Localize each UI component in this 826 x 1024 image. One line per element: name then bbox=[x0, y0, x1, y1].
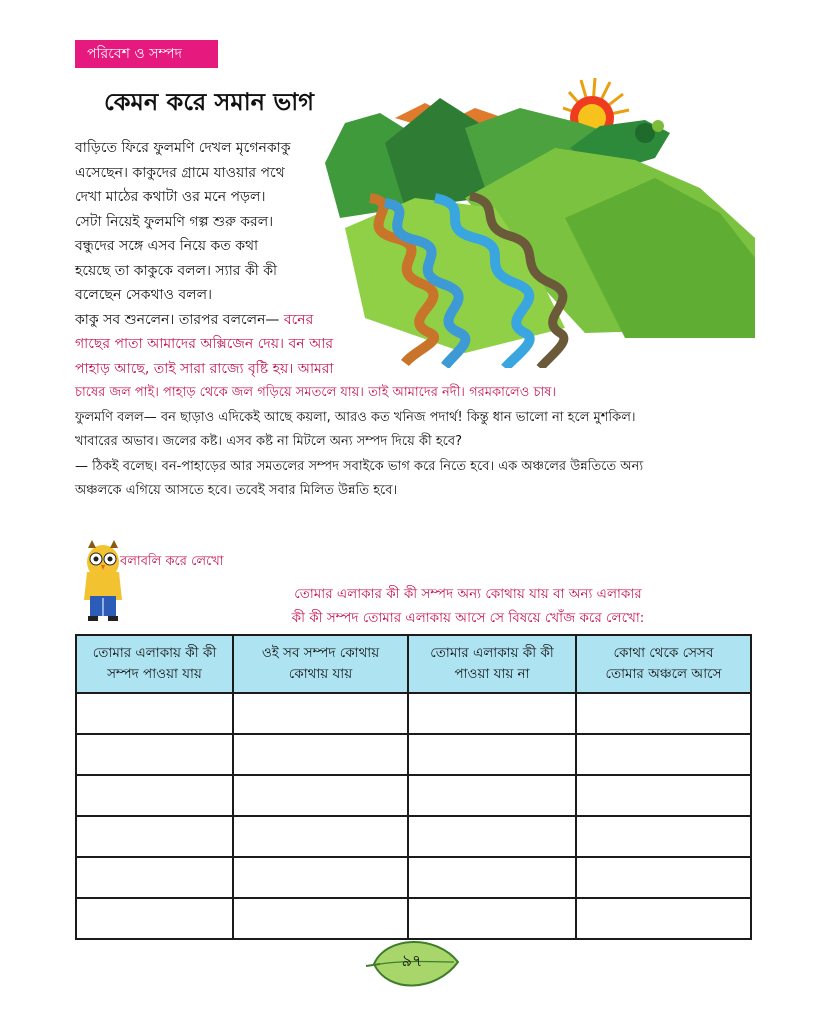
story-line: বন্ধুদের সঙ্গে এসব নিয়ে কত কথা bbox=[75, 238, 259, 254]
header-line: পাওয়া যায় না bbox=[454, 666, 530, 682]
answer-cell[interactable] bbox=[408, 693, 576, 734]
answer-cell[interactable] bbox=[408, 734, 576, 775]
lesson-title: কেমন করে সমান ভাগ bbox=[104, 88, 314, 116]
header-line: কোথা থেকে সেসব bbox=[613, 645, 714, 661]
header-line: তোমার এলাকায় কী কী bbox=[430, 645, 554, 661]
answer-cell[interactable] bbox=[233, 816, 408, 857]
column-header bbox=[233, 635, 408, 693]
answer-cell[interactable] bbox=[576, 898, 751, 939]
story-line: এসেছেন। কাকুদের গ্রামে যাওয়ার পথে bbox=[75, 164, 285, 181]
fulmoni-reply: খাবারের অভাব। জলের কষ্ট। এসব কষ্ট না মিটলে অন্য সম্পদ দিয়ে কী হবে? bbox=[75, 434, 463, 449]
answer-cell[interactable] bbox=[576, 857, 751, 898]
kaku-speech: পাহাড় আছে, তাই সারা রাজ্যে বৃষ্টি হয়। আমরা bbox=[75, 360, 334, 377]
kaku-answer: অঞ্চলকে এগিয়ে আসতে হবে। তবেই সবার মিলিত উন্নতি হবে। bbox=[75, 483, 398, 498]
kaku-answer: — ঠিকই বলেছ। বন-পাহাড়ের আর সমতলের সম্পদ সবাইকে ভাগ করে নিতে হবে। এক অঞ্চলের উন্নতিতে অন্য bbox=[75, 458, 644, 474]
column-header bbox=[408, 635, 576, 693]
kaku-speech: বনের bbox=[283, 311, 314, 328]
activity-label: বলাবলি করে লেখো bbox=[120, 554, 224, 569]
answer-cell[interactable] bbox=[576, 693, 751, 734]
answer-cell[interactable] bbox=[76, 857, 233, 898]
header-line: কোথায় যায় bbox=[288, 666, 353, 682]
answer-cell[interactable] bbox=[233, 775, 408, 816]
table-row bbox=[76, 857, 751, 898]
answer-cell[interactable] bbox=[233, 734, 408, 775]
fulmoni-reply: ফুলমণি বলল— বন ছাড়াও এদিকেই আছে কয়লা, আরও কত খনিজ পদার্থ! কিন্তু ধান ভালো না হলে মুশকিল। bbox=[75, 409, 636, 425]
answer-cell[interactable] bbox=[76, 816, 233, 857]
prompt-line: তোমার এলাকার কী কী সম্পদ অন্য কোথায় যায় বা অন্য এলাকার bbox=[294, 586, 642, 602]
story-line: বলেছেন সেকথাও বলল। bbox=[75, 287, 213, 303]
answer-cell[interactable] bbox=[576, 816, 751, 857]
column-header bbox=[576, 635, 751, 693]
kaku-speech: গাছের পাতা আমাদের অক্সিজেন দেয়। বন আর bbox=[75, 336, 334, 352]
mountains-river-sun-illustration bbox=[325, 78, 755, 368]
header-line: তোমার অঞ্চলে আসে bbox=[605, 666, 722, 682]
header-line: তোমার এলাকায় কী কী bbox=[92, 645, 217, 661]
activity-prompt bbox=[208, 582, 728, 630]
header-line: সম্পদ পাওয়া যায় bbox=[107, 666, 202, 682]
kaku-intro: কাকু সব শুনলেন। তারপর বললেন— bbox=[75, 311, 284, 328]
column-header bbox=[76, 635, 233, 693]
table-row bbox=[76, 734, 751, 775]
story-line: সেটা নিয়েই ফুলমণি গল্প শুরু করল। bbox=[75, 213, 274, 230]
story-line: হয়েছে তা কাকুকে বলল। স্যার কী কী bbox=[75, 262, 278, 279]
answer-cell[interactable] bbox=[76, 775, 233, 816]
kaku-speech: চাষের জল পাই। পাহাড় থেকে জল গড়িয়ে সমতলে যায়। তাই আমাদের নদী। গরমকালেও চাষ। bbox=[75, 385, 557, 400]
resource-worksheet-table bbox=[75, 634, 752, 940]
story-continuation bbox=[75, 381, 775, 504]
story-line: দেখা মাঠের কথাটা ওর মনে পড়ল। bbox=[75, 189, 266, 205]
table-row bbox=[76, 693, 751, 734]
table-header-row bbox=[76, 635, 751, 693]
story-paragraph bbox=[75, 136, 334, 381]
page-number: ৯৭ bbox=[401, 951, 423, 970]
section-tag: পরিবেশ ও সম্পদ bbox=[75, 40, 218, 68]
prompt-line: কী কী সম্পদ তোমার এলাকায় আসে সে বিষয়ে খোঁজ করে লেখো: bbox=[291, 610, 645, 626]
answer-cell[interactable] bbox=[76, 898, 233, 939]
answer-cell[interactable] bbox=[408, 857, 576, 898]
answer-cell[interactable] bbox=[233, 693, 408, 734]
answer-cell[interactable] bbox=[76, 693, 233, 734]
answer-cell[interactable] bbox=[233, 857, 408, 898]
answer-cell[interactable] bbox=[408, 775, 576, 816]
answer-cell[interactable] bbox=[576, 734, 751, 775]
story-line: বাড়িতে ফিরে ফুলমণি দেখল মৃগেনকাকু bbox=[75, 140, 291, 156]
answer-cell[interactable] bbox=[408, 816, 576, 857]
table-row bbox=[76, 816, 751, 857]
header-line: ওই সব সম্পদ কোথায় bbox=[261, 645, 380, 661]
answer-cell[interactable] bbox=[76, 734, 233, 775]
table-row bbox=[76, 775, 751, 816]
answer-cell[interactable] bbox=[576, 775, 751, 816]
